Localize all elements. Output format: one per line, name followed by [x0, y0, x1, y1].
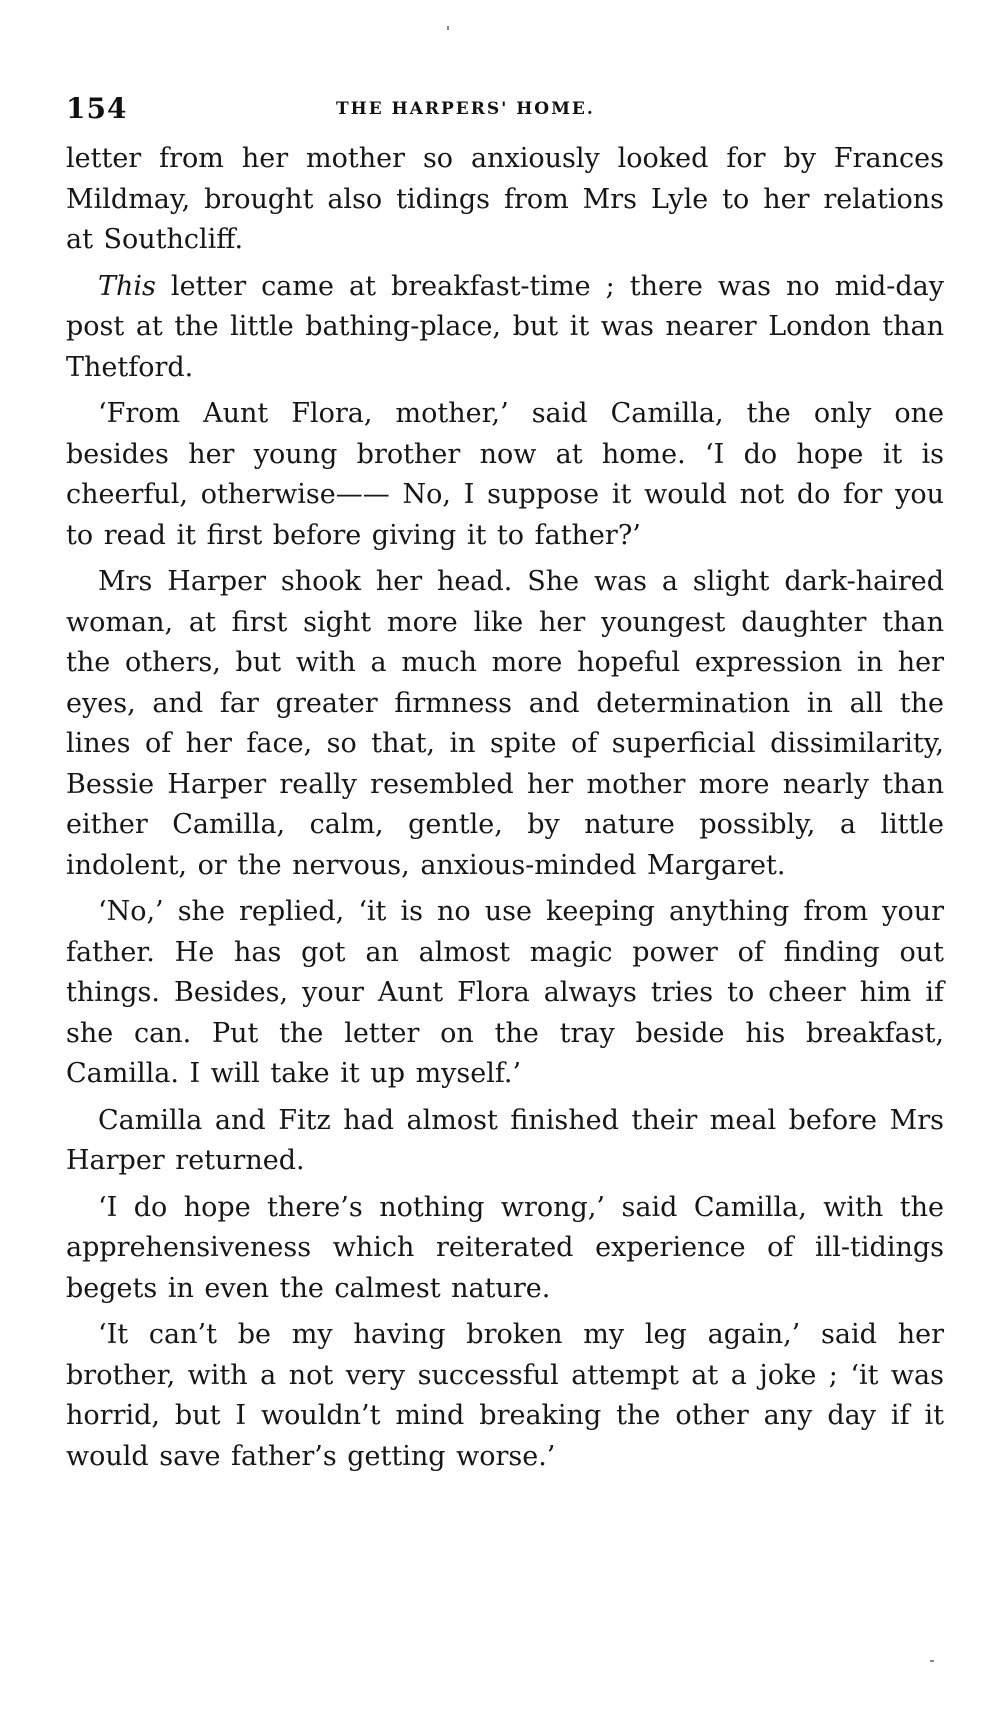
paragraph-text: ‘I do hope there’s nothing wrong,’ said Camilla, with the apprehensiveness which reiterated experience of ill-tidings begets in even the calmest nature. — [66, 1191, 944, 1304]
paragraph-8 — [66, 1315, 944, 1477]
paragraph-1 — [66, 139, 944, 261]
page-header — [66, 92, 944, 132]
running-title: THE HARPERS' HOME. — [336, 99, 595, 119]
paragraph-7 — [66, 1188, 944, 1310]
body-text — [66, 139, 944, 1483]
scan-speck — [447, 26, 449, 30]
italic-lead: This — [98, 270, 156, 302]
scan-speck — [930, 1660, 934, 1662]
paragraph-4 — [66, 562, 944, 886]
paragraph-5 — [66, 892, 944, 1095]
paragraph-text: ‘No,’ she replied, ‘it is no use keeping anything from your father. He has got an almost magic power of finding out things. Besides, your Aunt Flora always tries to cheer him if she can. Put the letter on the tray beside his breakfast, Camilla. I will take it up myself.’ — [66, 896, 944, 1089]
paragraph-text: letter came at breakfast-time ; there was no mid-day post at the little bathing-place, but it was nearer London than Thetford. — [66, 270, 944, 383]
paragraph-6 — [66, 1101, 944, 1182]
paragraph-2 — [66, 267, 944, 389]
paragraph-text: Mrs Harper shook her head. She was a slight dark-haired woman, at first sight more like her youngest daughter than the others, but with a much more hopeful expression in her eyes, and far greater firmness and determination in all the lines of her face, so that, in spite of superficial dissimilarity, Bessie Harper really resembled her mother more nearly than either Camilla, calm, gentle, by nature possibly, a little indolent, or the nervous, anxious-minded Margaret. — [66, 566, 944, 881]
paragraph-text: ‘It can’t be my having broken my leg again,’ said her brother, with a not very successful attempt at a joke ; ‘it was horrid, but I wouldn’t mind breaking the other any day if it would save father’s getting worse.’ — [66, 1319, 944, 1472]
page-number: 154 — [66, 92, 128, 125]
paragraph-text: ‘From Aunt Flora, mother,’ said Camilla, the only one besides her young brother now at home. ‘I do hope it is cheerful, otherwise—— No, I suppose it would not do for you to read it first before giving it to father?’ — [66, 398, 944, 551]
paragraph-text: letter from her mother so anxiously looked for by Frances Mildmay, brought also tidings from Mrs Lyle to her relations at Southcliff. — [66, 143, 944, 255]
paragraph-text: Camilla and Fitz had almost finished their meal before Mrs Harper returned. — [66, 1104, 944, 1176]
paragraph-3 — [66, 394, 944, 556]
